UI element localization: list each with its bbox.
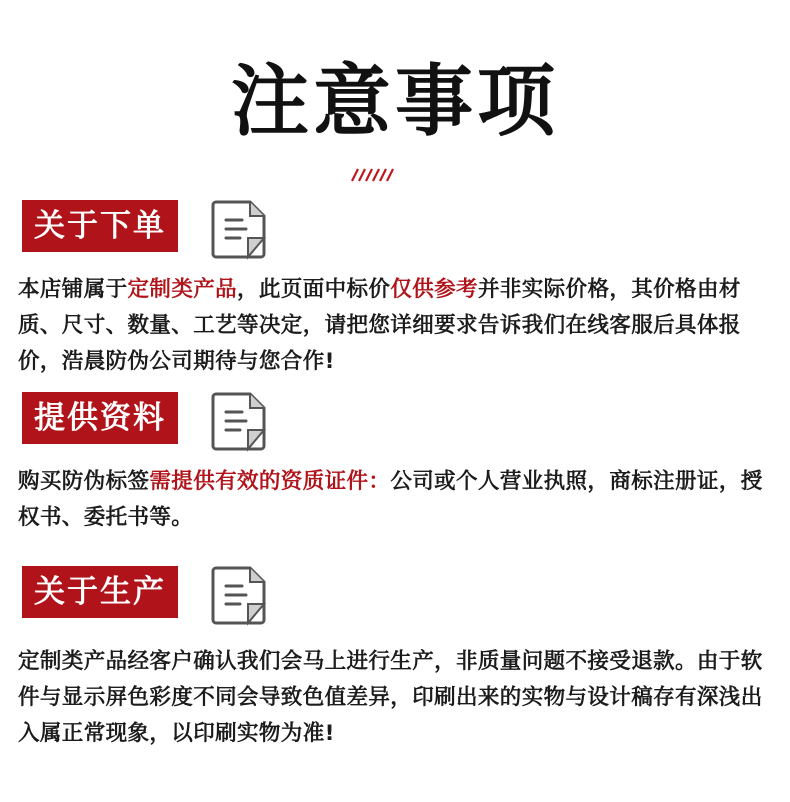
section-production-text: 定制类产品经客户确认我们会马上进行生产，非质量问题不接受退款。由于软件与显示屏色彩度不同会导致色值差异，印刷出来的实物与设计稿存有深浅出入属正常现象，以印刷实物为准! bbox=[18, 649, 763, 746]
highlight-custom-product: 定制类产品 bbox=[127, 277, 238, 302]
section-materials-text: 购买防伪标签需提供有效的资质证件：公司或个人营业执照，商标注册证，授权书、委托书等。 bbox=[18, 469, 763, 530]
section-tag: 关于下单 bbox=[22, 200, 178, 252]
highlight-required-documents: 需提供有效的资质证件： bbox=[149, 469, 391, 494]
slash-decoration bbox=[348, 166, 404, 182]
section-order-text: 本店铺属于定制类产品，此页面中标价仅供参考并非实际价格，其价格由材质、尺寸、数量、工艺等决定，请把您详细要求告诉我们在线客服后具体报价，浩晨防伪公司期待与您合作! bbox=[18, 277, 741, 374]
highlight-reference-only: 仅供参考 bbox=[390, 277, 478, 302]
section-tag: 提供资料 bbox=[22, 392, 178, 444]
document-icon bbox=[210, 564, 270, 626]
document-icon bbox=[210, 198, 270, 260]
document-icon bbox=[210, 390, 270, 452]
section-tag: 关于生产 bbox=[22, 566, 178, 618]
page-title: 注意事项 bbox=[230, 57, 559, 147]
